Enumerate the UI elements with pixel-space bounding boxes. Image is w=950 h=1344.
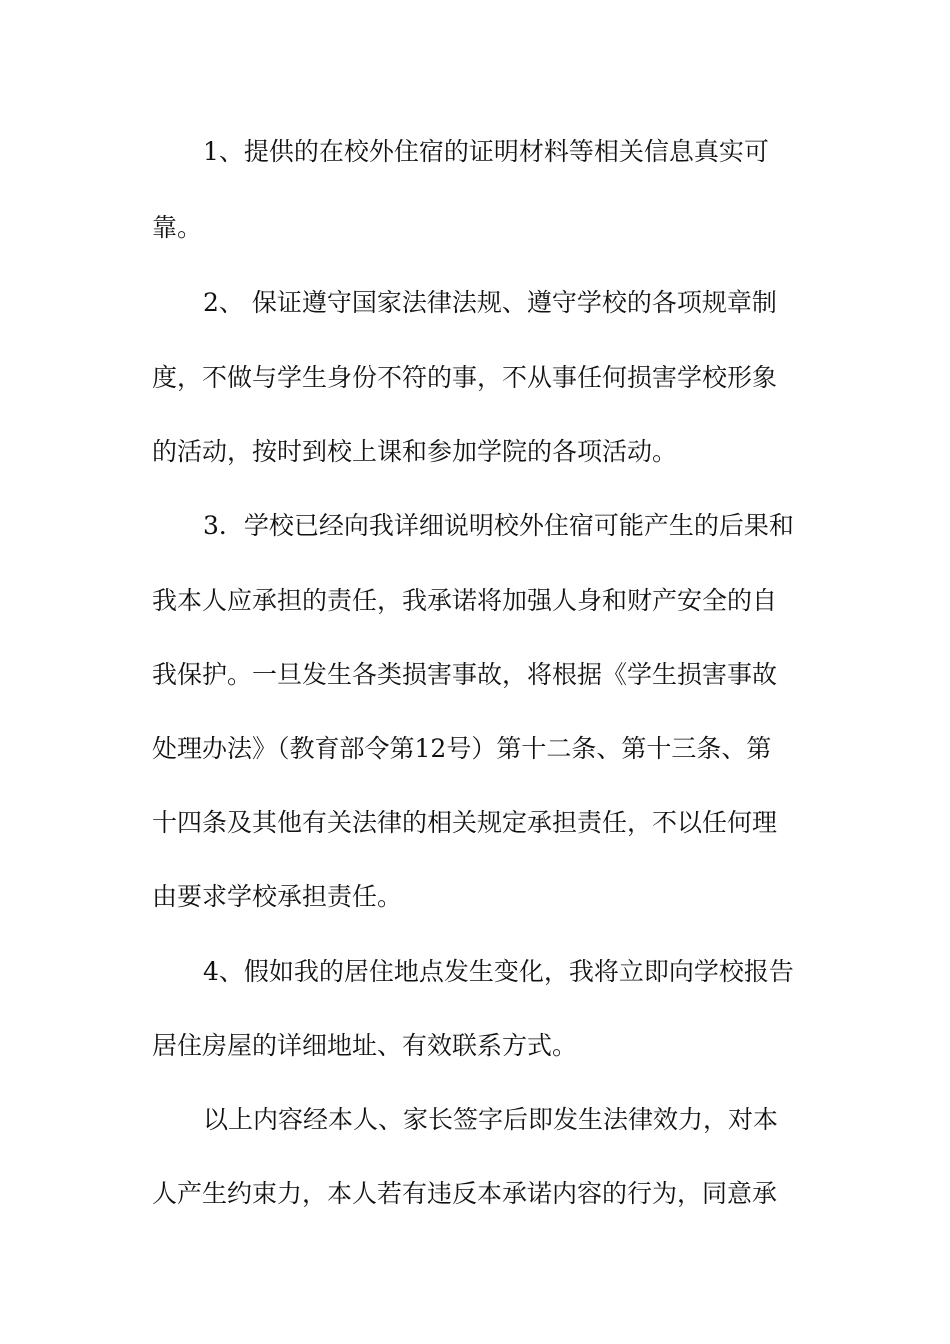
item-3-line-3: 我保护。一旦发生各类损害事故，将根据《学生损害事故 <box>152 660 778 689</box>
item-2-line-1: 2、 保证遵守国家法律法规、遵守学校的各项规章制 <box>203 288 777 317</box>
closing-line-2: 人产生约束力，本人若有违反本承诺内容的行为，同意承 <box>152 1179 778 1208</box>
closing-line-1: 以上内容经本人、家长签字后即发生法律效力，对本 <box>203 1105 779 1134</box>
item-3-line-1: 3．学校已经向我详细说明校外住宿可能产生的后果和 <box>203 511 794 540</box>
item-4-line-2: 居住房屋的详细地址、有效联系方式。 <box>152 1031 578 1060</box>
item-1-line-2: 靠。 <box>152 213 203 242</box>
item-2-line-3: 的活动，按时到校上课和参加学院的各项活动。 <box>152 437 678 466</box>
item-3-line-5: 十四条及其他有关法律的相关规定承担责任，不以任何理 <box>152 808 778 837</box>
item-2-line-2: 度，不做与学生身份不符的事，不从事任何损害学校形象 <box>152 363 778 392</box>
item-4-line-1: 4、假如我的居住地点发生变化，我将立即向学校报告 <box>203 957 794 986</box>
item-3-line-2: 我本人应承担的责任，我承诺将加强人身和财产安全的自 <box>152 586 778 615</box>
item-3-line-6: 由要求学校承担责任。 <box>152 882 403 911</box>
item-3-line-4: 处理办法》（教育部令第12号）第十二条、第十三条、第 <box>152 734 772 763</box>
item-1-line-1: 1、提供的在校外住宿的证明材料等相关信息真实可 <box>203 137 769 166</box>
